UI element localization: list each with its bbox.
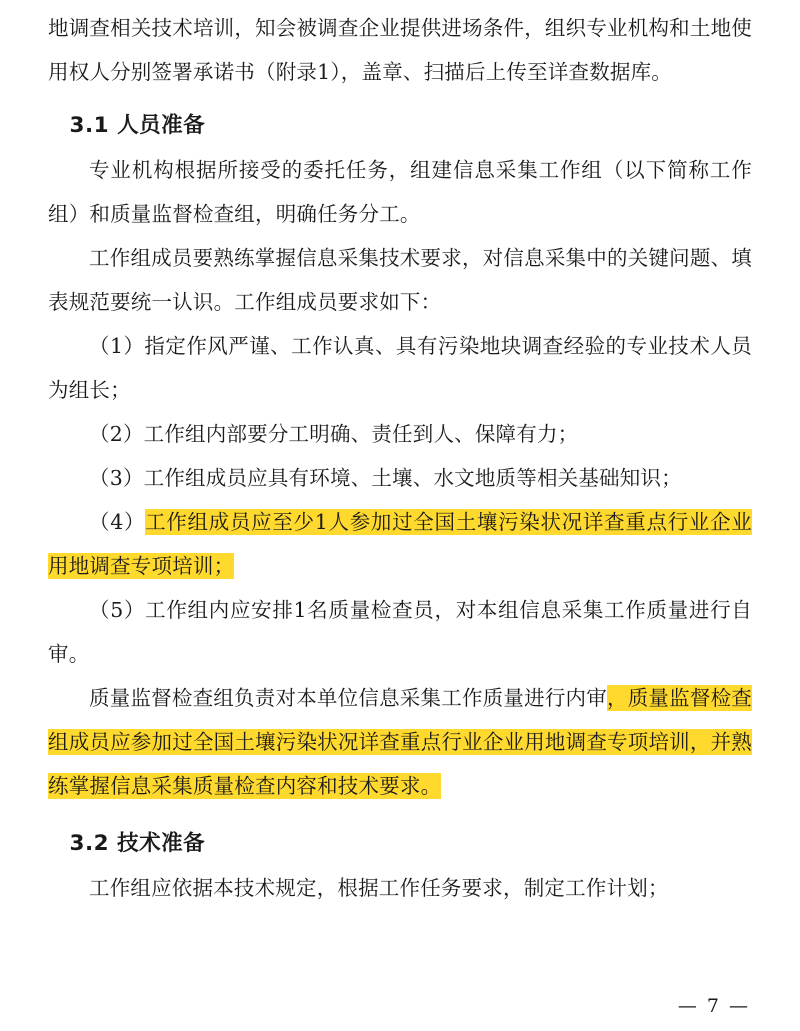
page-number-footer: — 7 — <box>677 995 750 1017</box>
document-body <box>48 0 752 910</box>
paragraph-technical-preparation-1: 工作组应依据本技术规定，根据工作任务要求，制定工作计划； <box>89 876 669 900</box>
paragraph-requirement-3: （3）工作组成员应具有环境、土壤、水文地质等相关基础知识； <box>89 466 682 490</box>
paragraph-quality-supervision <box>48 676 752 808</box>
paragraph-requirement-5: （5）工作组内应安排1名质量检查员，对本组信息采集工作质量进行自审。 <box>48 598 752 666</box>
requirement-4-highlight: 工作组成员应至少1人参加过全国土壤污染状况详查重点行业企业用地调查专项培训； <box>48 510 752 578</box>
quality-supervision-prefix: 质量监督检查组负责对本单位信息采集工作质量进行内审 <box>89 686 607 710</box>
spacer <box>48 94 752 104</box>
heading-section-3-2: 3.2 技术准备 <box>69 831 206 856</box>
spacer <box>48 808 752 822</box>
paragraph-staff-preparation-1: 专业机构根据所接受的委托任务，组建信息采集工作组（以下简称工作组）和质量监督检查组，明确任务分工。 <box>48 158 752 226</box>
paragraph-requirement-1: （1）指定作风严谨、工作认真、具有污染地块调查经验的专业技术人员为组长； <box>48 334 752 402</box>
paragraph-requirement-2: （2）工作组内部要分工明确、责任到人、保障有力； <box>89 422 579 446</box>
heading-section-3-1: 3.1 人员准备 <box>69 113 206 138</box>
paragraph-staff-preparation-2: 工作组成员要熟练掌握信息采集技术要求，对信息采集中的关键问题、填表规范要统一认识。工作组成员要求如下： <box>48 246 752 314</box>
paragraph-intro: 地调查相关技术培训，知会被调查企业提供进场条件，组织专业机构和土地使用权人分别签署承诺书（附录1），盖章、扫描后上传至详查数据库。 <box>48 16 752 84</box>
requirement-4-prefix: （4） <box>89 510 146 534</box>
quality-supervision-highlight: ，质量监督检查组成员应参加过全国土壤污染状况详查重点行业企业用地调查专项培训，并熟练掌握信息采集质量检查内容和技术要求。 <box>48 686 752 798</box>
paragraph-requirement-4 <box>48 500 752 588</box>
